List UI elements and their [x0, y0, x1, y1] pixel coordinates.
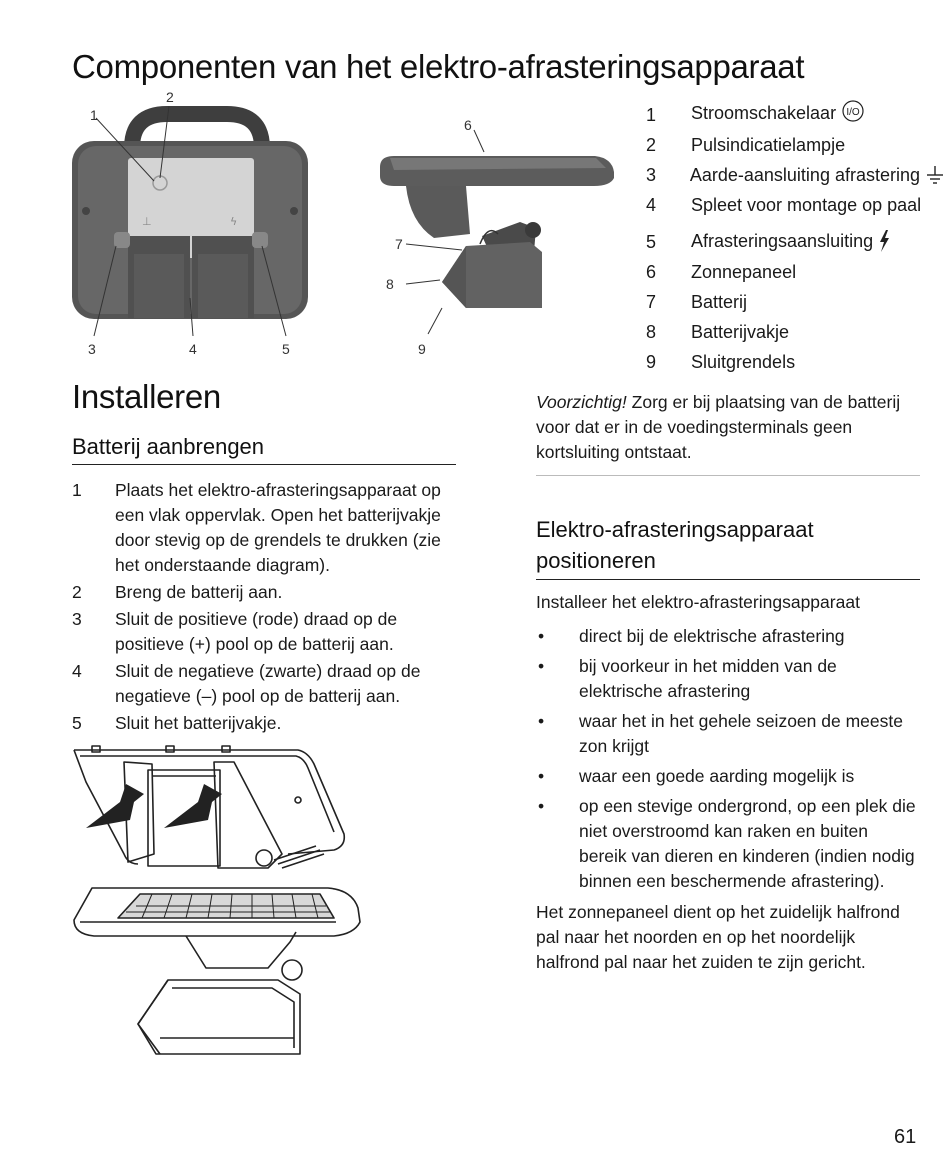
bullet-item — [536, 654, 920, 704]
device-side-illustration — [370, 112, 630, 362]
legend-number: 1 — [646, 105, 657, 125]
positioning-intro: Installeer het elektro-afrasteringsapparaat — [536, 592, 860, 612]
side-body-shape — [406, 186, 470, 238]
page-title: Componenten van het elektro-afrasteringsapparaat — [72, 48, 805, 85]
legend-item-battery — [646, 283, 946, 313]
legend-label — [690, 164, 946, 186]
legend-label: Batterij — [691, 292, 748, 312]
svg-text:I/O: I/O — [846, 107, 860, 118]
legend-label: Zonnepaneel — [691, 262, 797, 282]
step-text: Breng de batterij aan. — [115, 582, 283, 602]
hinge-knob — [525, 222, 541, 238]
legend-item-power-switch — [646, 96, 946, 126]
legend-item-latches — [646, 343, 946, 373]
latch-left-shape — [114, 232, 130, 248]
callout-2: 2 — [166, 89, 174, 105]
wheel-outline — [256, 850, 272, 866]
tab-2 — [166, 746, 174, 752]
subsection-title-positioning: Elektro-afrasteringsapparaat positioneren — [536, 514, 920, 580]
leader-line-9 — [428, 308, 442, 334]
legend-label: Spleet voor montage op paal — [691, 195, 922, 215]
fence-mark: ϟ — [230, 215, 238, 228]
legend-label: Pulsindicatielampje — [691, 135, 846, 155]
bullet-marker: • — [538, 796, 545, 816]
stand-outline — [186, 932, 296, 968]
page-number: 61 — [894, 1126, 917, 1148]
callout-4: 4 — [189, 341, 197, 357]
section-title-install: Installeren — [72, 378, 221, 415]
foot-left — [82, 207, 90, 215]
step-text: Sluit de positieve (rode) draad op de positieve (+) pool op de batterij aan. — [115, 609, 398, 654]
device-front-illustration — [62, 86, 332, 366]
legend-item-ground — [646, 156, 946, 186]
legend-item-solar-panel — [646, 253, 946, 283]
bullet-text: waar het in het gehele seizoen de meeste zon krijgt — [579, 711, 903, 756]
battery-install-illustration — [68, 742, 368, 1067]
leader-line-7 — [406, 244, 462, 250]
component-legend — [646, 96, 946, 373]
device-front-figure — [62, 86, 332, 366]
caution-text: Zorg er bij plaatsing van de batterij voor dat er in de voedingsterminals geen kortsluiting ontstaat. — [536, 392, 901, 462]
legend-item-battery-bay — [646, 313, 946, 343]
legend-number: 4 — [646, 195, 657, 215]
legend-item-fence-terminal — [646, 216, 946, 253]
door-right-open — [214, 762, 282, 868]
legend-label — [691, 229, 891, 253]
legend-item-pulse-lamp — [646, 126, 946, 156]
callout-9: 9 — [418, 341, 426, 357]
install-steps — [72, 478, 452, 738]
legend-label: Sluitgrendels — [691, 352, 796, 372]
step-item — [72, 659, 452, 709]
tab-3 — [222, 746, 230, 752]
bullet-item — [536, 764, 920, 789]
power-switch-icon — [840, 100, 866, 126]
step-item — [72, 478, 452, 578]
step-item — [72, 607, 452, 657]
legend-label-text: Afrasteringsaansluiting — [691, 230, 874, 251]
bullet-marker: • — [538, 766, 545, 786]
foot-right — [290, 207, 298, 215]
bullet-item — [536, 709, 920, 759]
press-arrow-right — [164, 784, 222, 828]
legend-label-text: Aarde-aansluiting afrastering — [689, 164, 920, 185]
callout-8: 8 — [386, 276, 394, 292]
step-text: Plaats het elektro-afrasteringsapparaat op een vlak oppervlak. Open het batterijvakje door stevig op de grendels te drukken (zie het onderstaande diagram). — [115, 480, 441, 575]
step-text: Sluit de negatieve (zwarte) draad op de negatieve (–) pool op de batterij aan. — [115, 661, 421, 706]
callout-7: 7 — [395, 236, 403, 252]
bay-side — [138, 980, 168, 1054]
battery-bay-side — [442, 246, 466, 308]
bullet-text: op een stevige ondergrond, op een plek die niet overstroomd kan raken en buiten bereik van dieren en kinderen (indien nodig binnen een beschermende afrastering). — [579, 796, 916, 891]
bullet-item — [536, 624, 920, 649]
callout-3: 3 — [88, 341, 96, 357]
legend-number: 9 — [646, 352, 657, 372]
bullet-text: direct bij de elektrische afrastering — [579, 626, 845, 646]
step-item — [72, 711, 452, 736]
step-number: 5 — [72, 713, 82, 733]
door-left-inset — [134, 254, 184, 318]
legend-item-post-slot — [646, 186, 946, 216]
step-text: Sluit het batterijvakje. — [115, 713, 282, 733]
device-side-figure — [370, 112, 630, 362]
door-right-inset — [198, 254, 248, 318]
ground-mark: ⊥ — [142, 215, 152, 228]
caution-label: Voorzichtig! — [536, 392, 627, 412]
callout-1: 1 — [90, 107, 98, 123]
battery-install-diagram — [68, 742, 368, 1067]
bullet-marker: • — [538, 711, 545, 731]
legend-number: 5 — [646, 232, 657, 252]
legend-label: Batterijvakje — [691, 322, 790, 342]
callout-6: 6 — [464, 117, 472, 133]
legend-number: 2 — [646, 135, 657, 155]
caution-note — [536, 390, 920, 475]
bay-inner — [172, 988, 294, 1048]
screw-1 — [295, 797, 301, 803]
step-number: 3 — [72, 609, 82, 629]
step-number: 1 — [72, 480, 82, 500]
bullet-marker: • — [538, 626, 545, 646]
stand-knob — [282, 960, 302, 980]
ribs-outline — [274, 846, 324, 868]
legend-number: 3 — [646, 165, 657, 185]
legend-label — [691, 100, 866, 126]
latch-right-shape — [252, 232, 268, 248]
leader-line-6 — [474, 130, 484, 152]
legend-label-text: Stroomschakelaar — [691, 102, 837, 123]
positioning-outro: Het zonnepaneel dient op het zuidelijk halfrond pal naar het noorden en op het noordelijk halfrond pal naar het zuiden te zijn gericht. — [536, 902, 900, 972]
step-item — [72, 580, 452, 605]
legend-number: 6 — [646, 262, 657, 282]
solar-panel-top — [390, 158, 606, 170]
tab-1 — [92, 746, 100, 752]
lightning-icon — [877, 229, 891, 253]
bullet-item — [536, 794, 920, 894]
leader-line-8 — [406, 280, 440, 284]
subsection-title-battery: Batterij aanbrengen — [72, 434, 456, 465]
ground-icon — [924, 164, 946, 186]
press-arrow-left — [86, 784, 144, 828]
bullet-text: waar een goede aarding mogelijk is — [579, 766, 855, 786]
bullet-text: bij voorkeur in het midden van de elektrische afrastering — [579, 656, 837, 701]
positioning-bullets — [536, 624, 920, 899]
step-number: 2 — [72, 582, 82, 602]
bullet-marker: • — [538, 656, 545, 676]
callout-5: 5 — [282, 341, 290, 357]
legend-number: 8 — [646, 322, 657, 342]
caution-divider — [536, 475, 920, 476]
legend-number: 7 — [646, 292, 657, 312]
step-number: 4 — [72, 661, 82, 681]
